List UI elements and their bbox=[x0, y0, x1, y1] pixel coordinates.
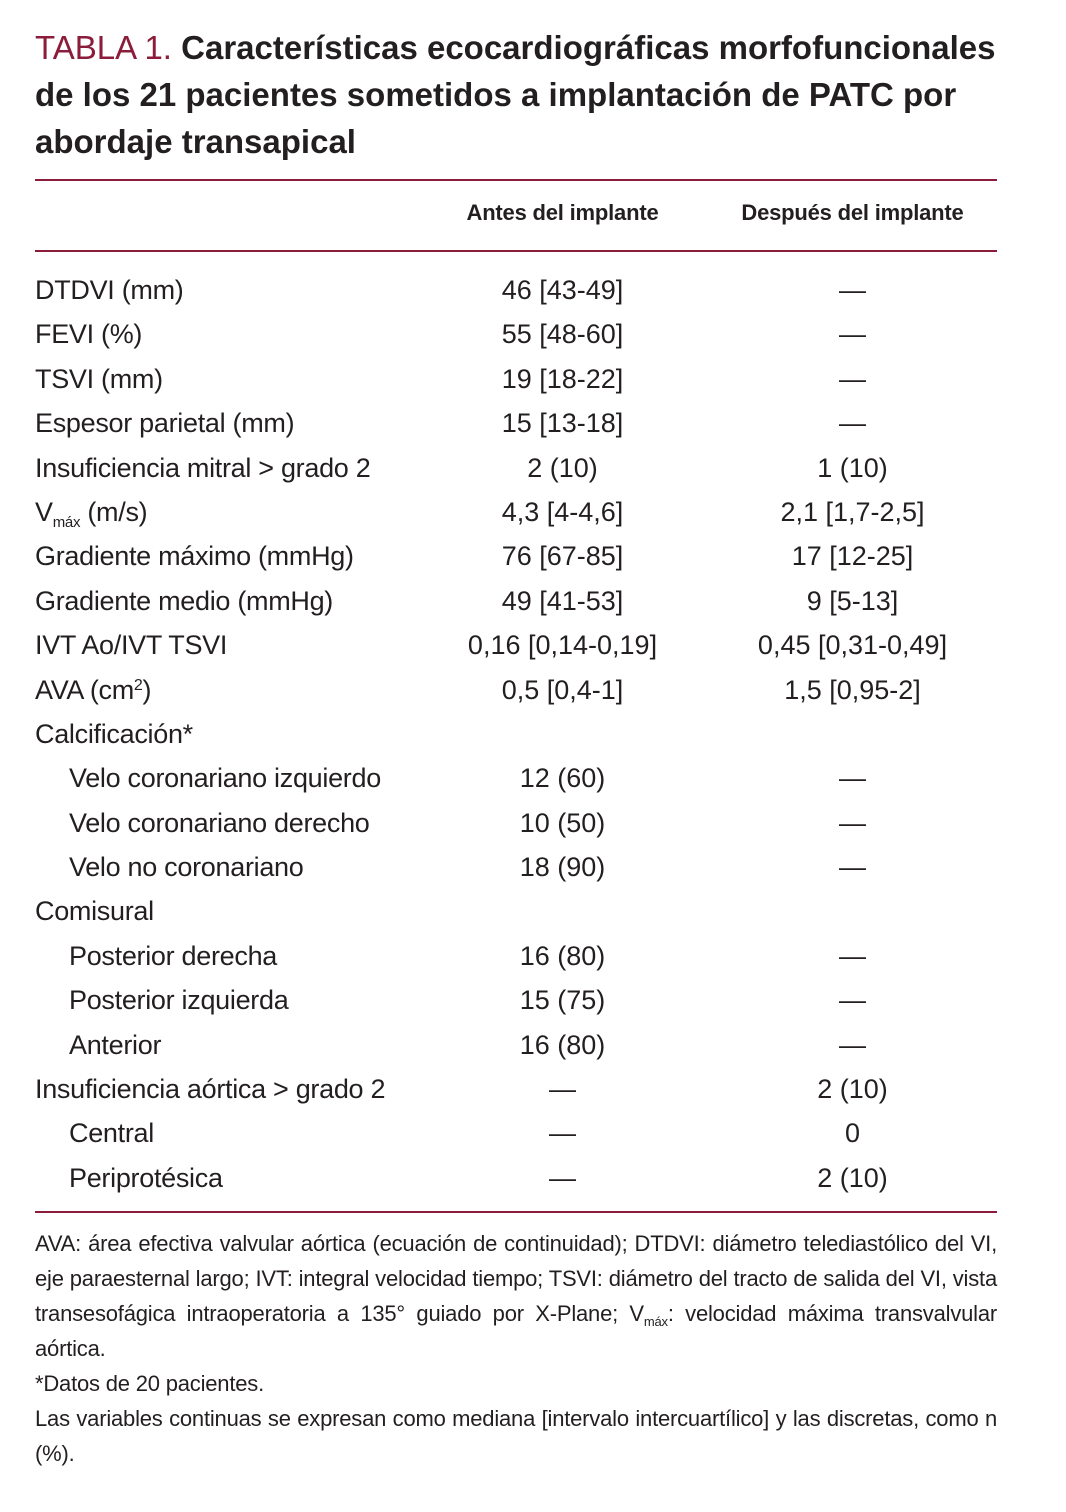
value-before: 49 [41-53] bbox=[501, 585, 624, 616]
table-row bbox=[0, 357, 1066, 401]
row-label: Gradiente medio (mmHg) bbox=[35, 585, 333, 616]
row-label: Espesor parietal (mm) bbox=[35, 408, 295, 439]
table-row bbox=[0, 623, 1066, 667]
value-after: — bbox=[839, 275, 866, 305]
row-label: Periprotésica bbox=[69, 1162, 223, 1193]
value-after: — bbox=[839, 763, 866, 794]
value-after: 1,5 [0,95-2] bbox=[784, 674, 921, 705]
value-before: 2 (10) bbox=[527, 452, 598, 483]
value-before: 19 [18-22] bbox=[501, 363, 624, 394]
value-after: — bbox=[839, 363, 866, 394]
table-row bbox=[0, 312, 1066, 356]
value-after: — bbox=[839, 807, 866, 838]
table-number: TABLA 1. bbox=[35, 29, 172, 66]
label-rest: (m/s) bbox=[80, 496, 148, 527]
row-label: DTDVI (mm) bbox=[35, 275, 184, 305]
value-after: — bbox=[839, 408, 866, 439]
value-before: 15 [13-18] bbox=[501, 408, 624, 439]
value-after: 9 [5-13] bbox=[806, 585, 899, 616]
table-row bbox=[0, 534, 1066, 578]
table-row bbox=[0, 401, 1066, 445]
value-before: 76 [67-85] bbox=[501, 541, 624, 572]
value-before: — bbox=[549, 1118, 576, 1149]
row-label bbox=[35, 490, 147, 534]
table-row bbox=[0, 845, 1066, 889]
table-footnotes bbox=[35, 1226, 997, 1471]
label-subscript: máx bbox=[52, 513, 81, 531]
row-label: Posterior derecha bbox=[69, 940, 278, 971]
table-row bbox=[0, 801, 1066, 845]
table-row bbox=[0, 579, 1066, 623]
table-row bbox=[0, 668, 1066, 712]
value-after: — bbox=[839, 852, 866, 883]
value-after: 0 bbox=[844, 1118, 861, 1149]
value-after: 2 (10) bbox=[817, 1162, 888, 1193]
row-label: Velo no coronariano bbox=[69, 852, 304, 883]
data-note: *Datos de 20 pacientes. bbox=[35, 1371, 264, 1396]
value-before: 15 (75) bbox=[519, 985, 606, 1016]
row-label: Comisural bbox=[35, 896, 154, 927]
value-after: 17 [12-25] bbox=[791, 541, 914, 572]
value-before: 46 [43-49] bbox=[501, 275, 624, 305]
column-header-after: Después del implante bbox=[741, 200, 964, 225]
value-after: 1 (10) bbox=[817, 452, 888, 483]
top-rule bbox=[35, 179, 997, 181]
abbreviations-end: : velocidad máxima transvalvular aórtica. bbox=[35, 1301, 997, 1361]
abbreviations-text: AVA: área efectiva valvular aórtica (ecuación de continuidad); DTDVI: diámetro telediastólico del VI, eje paraesternal largo; IVT: integral velocidad tiempo; TSVI: diámetro del tracto de salida del VI, vista transesofágica intraoperatoria a 135° guiado por X-Plane; V bbox=[35, 1231, 997, 1326]
table-row bbox=[0, 1067, 1066, 1111]
header-rule bbox=[35, 250, 997, 252]
label-rest: ) bbox=[142, 674, 152, 705]
row-label bbox=[35, 668, 151, 712]
table-row-group-heading bbox=[0, 712, 1066, 756]
value-after: — bbox=[839, 319, 866, 350]
row-label: Calcificación* bbox=[35, 718, 193, 749]
table-row bbox=[0, 756, 1066, 800]
row-label: Gradiente máximo (mmHg) bbox=[35, 541, 354, 572]
abbreviations-subscript: máx bbox=[643, 1314, 668, 1329]
value-after: — bbox=[839, 1029, 866, 1060]
row-label: Velo coronariano izquierdo bbox=[69, 763, 381, 794]
label-main: V bbox=[35, 496, 53, 527]
row-label: Insuficiencia aórtica > grado 2 bbox=[35, 1074, 386, 1105]
value-before: — bbox=[549, 1162, 576, 1193]
table-row bbox=[0, 1111, 1066, 1155]
row-label: TSVI (mm) bbox=[35, 363, 163, 394]
value-after: — bbox=[839, 940, 866, 971]
row-label: Central bbox=[69, 1118, 154, 1149]
value-before: 10 (50) bbox=[519, 807, 606, 838]
table-row-group-heading bbox=[0, 889, 1066, 933]
table-body bbox=[0, 268, 1066, 1200]
table-row bbox=[0, 490, 1066, 534]
row-label: Anterior bbox=[69, 1029, 162, 1060]
abbreviations-note bbox=[35, 1226, 997, 1366]
row-label: Velo coronariano derecho bbox=[69, 807, 370, 838]
label-superscript: 2 bbox=[133, 676, 143, 694]
table-row bbox=[0, 268, 1066, 312]
table-row bbox=[0, 1156, 1066, 1200]
column-header-before: Antes del implante bbox=[466, 200, 659, 225]
label-main: AVA (cm bbox=[35, 674, 134, 705]
table-row bbox=[0, 1023, 1066, 1067]
value-before: 16 (80) bbox=[519, 940, 606, 971]
value-before: 18 (90) bbox=[519, 852, 606, 883]
bottom-rule bbox=[35, 1211, 997, 1213]
table-row bbox=[0, 934, 1066, 978]
value-before: 0,5 [0,4-1] bbox=[501, 674, 624, 705]
value-before: — bbox=[549, 1074, 576, 1105]
value-after: 2 (10) bbox=[817, 1074, 888, 1105]
value-after: 2,1 [1,7-2,5] bbox=[780, 496, 925, 527]
table-row bbox=[0, 978, 1066, 1022]
value-before: 55 [48-60] bbox=[501, 319, 624, 350]
value-before: 16 (80) bbox=[519, 1029, 606, 1060]
row-label: Posterior izquierda bbox=[69, 985, 289, 1016]
row-label: IVT Ao/IVT TSVI bbox=[35, 630, 228, 661]
value-after: — bbox=[839, 985, 866, 1016]
table-caption: Características ecocardiográficas morfofuncionales de los 21 pacientes sometidos a implantación de PATC por abordaje transapical bbox=[35, 29, 996, 160]
value-before: 4,3 [4-4,6] bbox=[501, 496, 624, 527]
table-title bbox=[35, 24, 1025, 165]
row-label: Insuficiencia mitral > grado 2 bbox=[35, 452, 371, 483]
table-row bbox=[0, 446, 1066, 490]
row-label: FEVI (%) bbox=[35, 319, 143, 350]
value-after: 0,45 [0,31-0,49] bbox=[757, 630, 948, 661]
stats-note: Las variables continuas se expresan como mediana [intervalo intercuartílico] y las discretas, como n (%). bbox=[35, 1406, 997, 1466]
value-before: 12 (60) bbox=[519, 763, 606, 794]
value-before: 0,16 [0,14-0,19] bbox=[467, 630, 658, 661]
